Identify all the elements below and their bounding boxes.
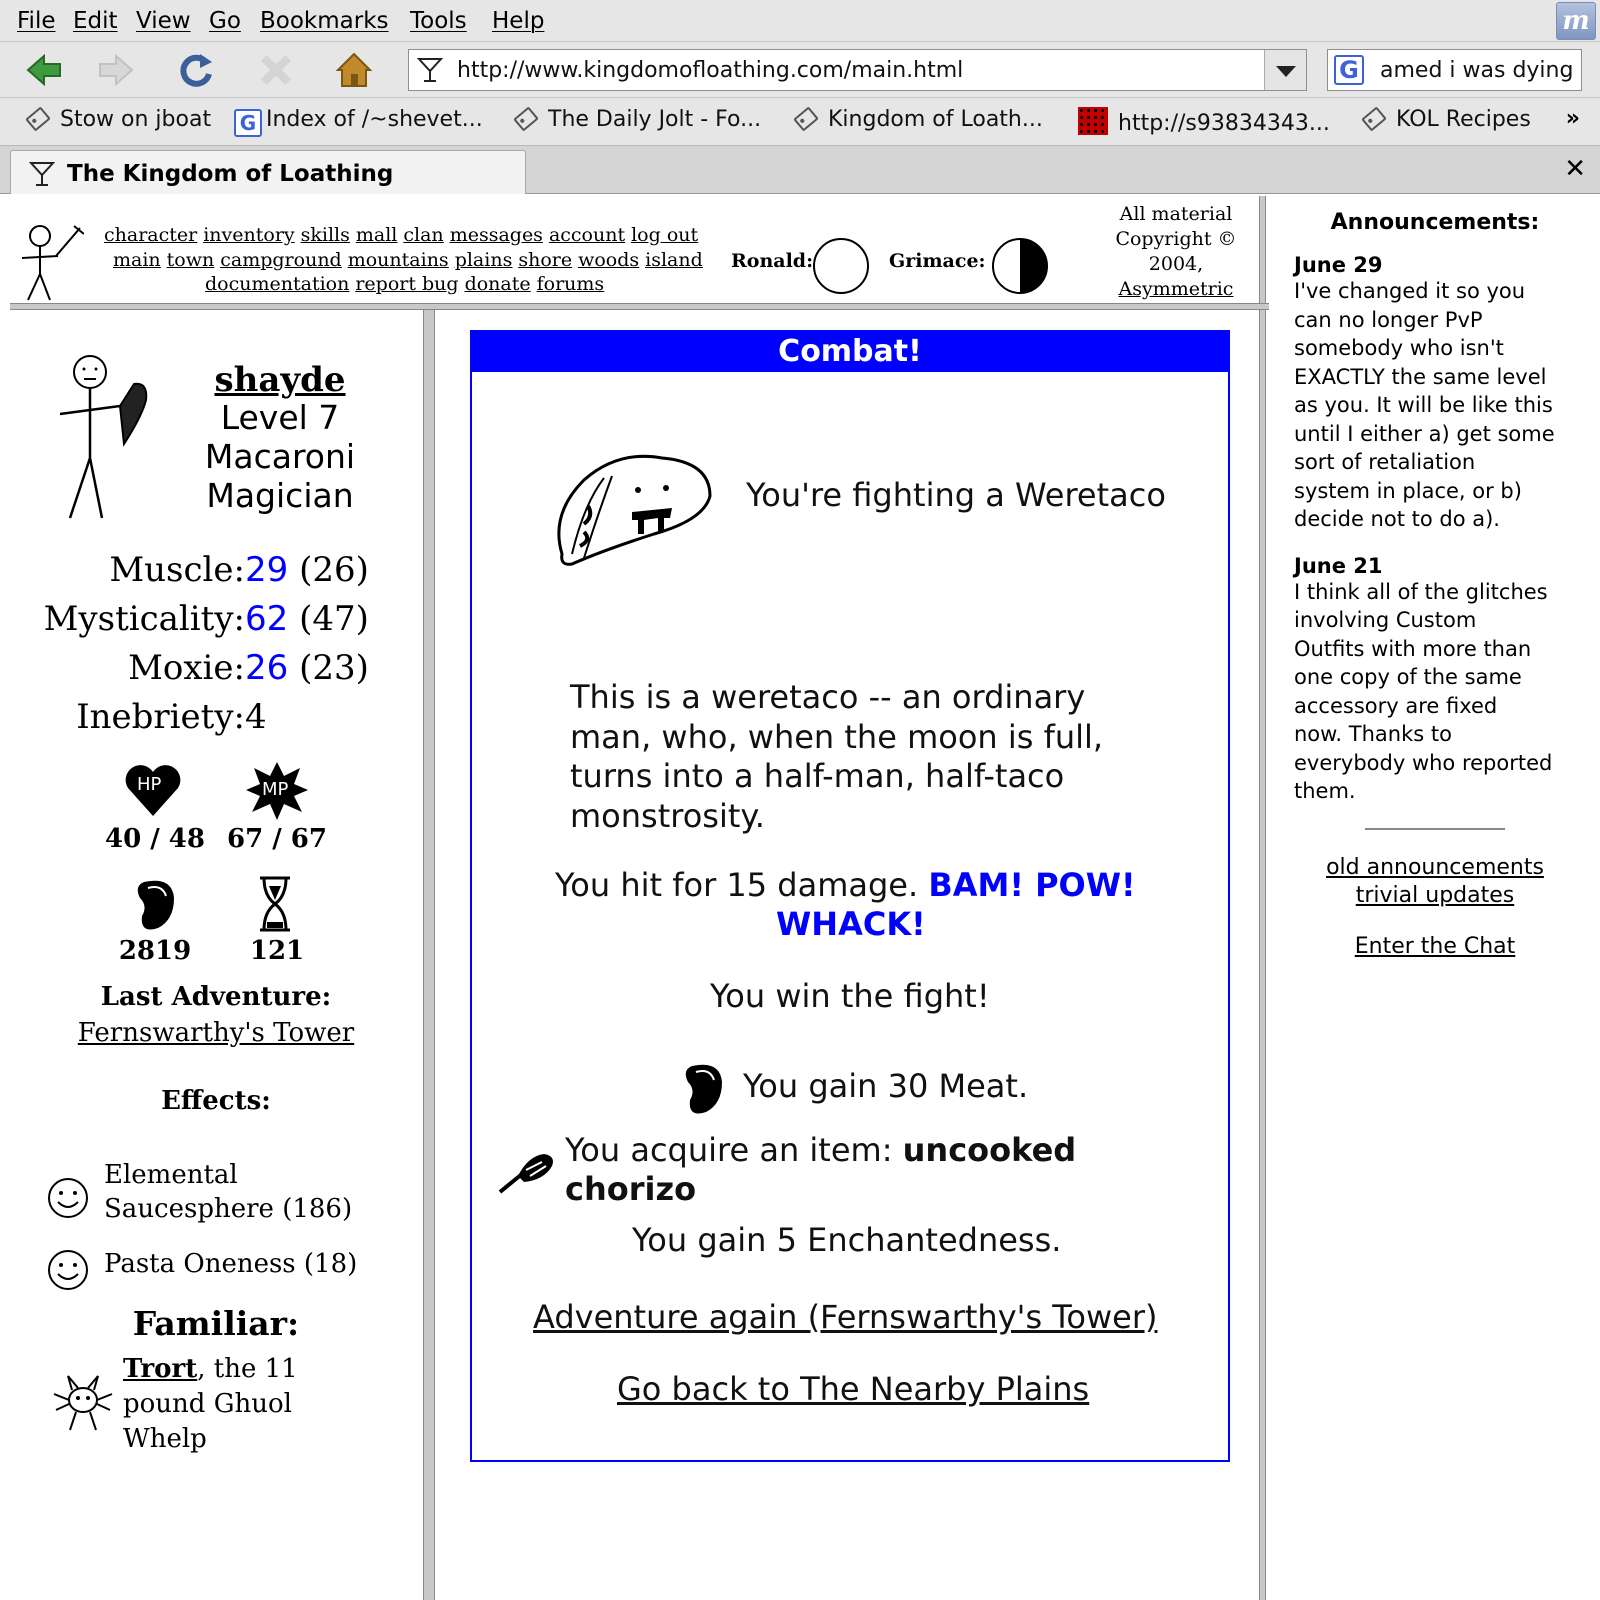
sound-effect-text: WHACK!	[776, 905, 926, 943]
bookmark-item[interactable]	[516, 107, 761, 132]
character-avatar	[58, 354, 150, 520]
copyright-line: 2004,	[1148, 253, 1204, 275]
meat-icon	[132, 876, 178, 932]
meat-value: 2819	[118, 936, 192, 966]
weretaco-monster-image	[554, 454, 716, 566]
bookmark-label: Stow on jboat	[60, 107, 212, 132]
enter-chat-link[interactable]: Enter the Chat	[1354, 933, 1516, 959]
bookmark-item[interactable]	[796, 107, 1043, 132]
url-field[interactable]	[408, 49, 1307, 91]
announcement-line: decide not to do a).	[1294, 507, 1500, 531]
top-nav-row1	[104, 224, 704, 246]
menu-go[interactable]: Go	[209, 8, 241, 34]
bookmark-icon	[1361, 106, 1387, 131]
frame-divider[interactable]	[423, 310, 435, 1600]
description-line: monstrosity.	[570, 796, 765, 835]
copyright-line: Copyright ©	[1115, 228, 1237, 250]
announcement-line: everybody who reported	[1294, 750, 1553, 775]
top-nav-row2	[113, 249, 709, 271]
stop-icon[interactable]	[256, 50, 296, 90]
menu-help[interactable]: Help	[492, 8, 545, 34]
effects-label: Effects:	[161, 1086, 271, 1116]
announcement-line: can no longer PvP	[1294, 307, 1483, 332]
bookmarks-toolbar	[0, 98, 1600, 146]
ghuol-whelp-familiar-icon	[52, 1372, 114, 1432]
stat-value: 62	[245, 599, 289, 639]
nav-link-main[interactable]: main	[113, 249, 161, 271]
back-arrow-icon[interactable]	[24, 50, 64, 90]
monster-description	[570, 678, 1103, 836]
nav-link-island[interactable]: island	[645, 249, 703, 271]
tab-bar	[0, 146, 1600, 194]
acquire-item-text	[565, 1131, 1076, 1209]
announcement-line: system in place, or b)	[1294, 478, 1522, 503]
effect-name: Saucesphere (186)	[104, 1194, 353, 1224]
announcement-line: I've changed it so you	[1294, 279, 1526, 303]
sound-effect-text: BAM! POW!	[928, 866, 1136, 904]
last-adventure-label: Last Adventure:	[100, 982, 332, 1012]
search-text[interactable]: amed i was dying	[1380, 58, 1574, 83]
browser-logo-icon: m	[1556, 2, 1596, 40]
nav-link-skills[interactable]: skills	[300, 224, 350, 246]
copyright-notice	[1096, 202, 1256, 302]
reload-icon[interactable]	[176, 50, 216, 90]
mp-icon-label: MP	[262, 779, 289, 800]
bookmark-label: KOL Recipes	[1396, 107, 1531, 132]
enchantedness-text: You gain 5 Enchantedness.	[632, 1221, 1062, 1259]
more-bookmarks-chevron-icon[interactable]: »	[1565, 106, 1580, 131]
familiar-description	[123, 1352, 298, 1457]
announcement-line: EXACTLY the same level	[1294, 364, 1547, 389]
announcement-date: June 29	[1294, 253, 1383, 277]
stat-muscle-value	[245, 550, 369, 590]
copyright-line: All material	[1119, 203, 1233, 225]
nav-link-log-out[interactable]: log out	[631, 224, 699, 246]
hp-icon	[124, 762, 182, 818]
stat-value: 26	[245, 648, 289, 688]
familiar-name-link[interactable]: Trort	[123, 1354, 198, 1384]
announcement-line: them.	[1294, 779, 1356, 803]
familiar-desc-text: pound Ghuol	[123, 1389, 292, 1419]
menu-file[interactable]: File	[17, 8, 56, 34]
description-line: man, who, when the moon is full,	[570, 717, 1104, 756]
announcement-date: June 21	[1294, 553, 1383, 578]
bookmark-label: Kingdom of Loath...	[828, 107, 1043, 132]
character-class-line: Macaroni	[204, 437, 356, 476]
description-line: turns into a half-man, half-taco	[570, 757, 1065, 795]
nav-link-mountains[interactable]: mountains	[347, 249, 449, 271]
hp-value: 40 / 48	[105, 824, 205, 854]
nav-link-clan[interactable]: clan	[403, 224, 444, 246]
stat-base: (23)	[299, 648, 369, 688]
menu-bar	[0, 0, 1600, 42]
character-class-line: Magician	[206, 476, 354, 515]
announcement-line: sort of retaliation	[1294, 450, 1476, 474]
acquire-label: You acquire an item:	[565, 1131, 893, 1169]
win-text: You win the fight!	[710, 977, 990, 1015]
announcement-line: accessory are fixed	[1294, 693, 1498, 718]
last-adventure-link[interactable]: Fernswarthy's Tower	[77, 1018, 355, 1048]
hourglass-icon	[258, 876, 292, 932]
hp-icon-label: HP	[137, 774, 162, 795]
forward-arrow-icon[interactable]	[96, 50, 136, 90]
stat-mysticality-label: Mysticality:	[43, 599, 245, 639]
stat-inebriety-label: Inebriety:	[76, 697, 245, 737]
bookmark-item[interactable]	[28, 107, 211, 132]
stat-mysticality-value	[245, 599, 369, 639]
combat-header: Combat!	[472, 332, 1228, 372]
adventure-again-link[interactable]: Adventure again (Fernswarthy's Tower)	[533, 1298, 1158, 1336]
menu-bookmarks[interactable]: Bookmarks	[260, 8, 389, 34]
nav-link-campground[interactable]: campground	[220, 249, 342, 271]
site-favicon-icon	[29, 160, 55, 188]
nav-link-report-bug[interactable]: report bug	[355, 273, 459, 295]
character-level: Level 7	[220, 398, 340, 437]
announcement-line: one copy of the same	[1294, 665, 1522, 689]
stat-base: (47)	[299, 599, 369, 639]
chorizo-item-icon[interactable]	[498, 1150, 556, 1194]
nav-link-inventory[interactable]: inventory	[203, 224, 295, 246]
trivial-updates-link[interactable]: trivial updates	[1355, 883, 1515, 908]
announcement-line: as you. It will be like this	[1294, 393, 1553, 417]
familiar-label: Familiar:	[132, 1304, 300, 1343]
announcement-line: somebody who isn't	[1294, 336, 1504, 360]
grimace-moon-icon	[992, 237, 1048, 295]
bookmark-item[interactable]	[234, 107, 483, 137]
bookmark-label: Index of /~shevet...	[266, 107, 483, 132]
announcement-line: until I either a) get some	[1294, 421, 1555, 446]
item-name: uncooked	[902, 1131, 1077, 1169]
announcement-line: now. Thanks to	[1294, 722, 1452, 746]
stat-value: 29	[245, 550, 289, 590]
bookmark-item[interactable]	[1364, 107, 1531, 132]
nav-link-mall[interactable]: mall	[355, 224, 398, 246]
close-tab-icon[interactable]: ✕	[1564, 154, 1586, 184]
mp-icon	[246, 760, 308, 820]
home-icon[interactable]	[334, 50, 374, 90]
bookmark-icon	[513, 106, 539, 131]
nav-link-shore[interactable]: shore	[518, 249, 573, 271]
bookmark-icon	[25, 106, 51, 131]
character-name-link[interactable]: shayde	[214, 360, 346, 400]
hit-text	[555, 866, 1136, 904]
effect-item	[104, 1158, 352, 1226]
tab-title: The Kingdom of Loathing	[67, 161, 394, 187]
search-field[interactable]	[1327, 49, 1582, 91]
nav-link-donate[interactable]: donate	[464, 273, 531, 295]
damage-text: You hit for 15 damage.	[555, 866, 919, 904]
announcements-pane	[1276, 210, 1594, 961]
fighting-text: You're fighting a Weretaco	[746, 476, 1166, 514]
tab-kingdom-of-loathing[interactable]	[10, 150, 526, 194]
smiley-effect-icon[interactable]	[46, 1248, 90, 1292]
announcements-title: Announcements:	[1330, 210, 1540, 235]
description-line: This is a weretaco -- an ordinary	[570, 678, 1086, 716]
top-nav-row3	[205, 273, 610, 295]
nav-link-messages[interactable]: messages	[449, 224, 543, 246]
announcement-body	[1294, 277, 1594, 534]
asymmetric-link[interactable]: Asymmetric	[1118, 278, 1234, 300]
stat-inebriety-value: 4	[245, 697, 267, 737]
ronald-moon-icon	[812, 237, 870, 295]
announcement-line: I think all of the glitches	[1294, 579, 1548, 604]
item-name: chorizo	[565, 1170, 697, 1208]
menu-tools[interactable]: Tools	[410, 8, 467, 34]
meat-gain-text: You gain 30 Meat.	[743, 1067, 1029, 1105]
effect-item: Pasta Oneness (18)	[104, 1249, 358, 1279]
nav-link-woods[interactable]: woods	[578, 249, 640, 271]
bookmark-item[interactable]	[1078, 107, 1330, 136]
grimace-label: Grimace:	[889, 250, 986, 272]
url-dropdown-button[interactable]	[1264, 50, 1306, 90]
bookmark-label: http://s93834343...	[1118, 111, 1330, 136]
familiar-desc-text: Whelp	[123, 1424, 207, 1454]
ronald-label: Ronald:	[731, 250, 814, 272]
nav-link-character[interactable]: character	[104, 224, 198, 246]
announcement-line: Outfits with more than	[1294, 636, 1532, 661]
announcement-body	[1294, 578, 1594, 806]
meat-icon	[680, 1060, 726, 1116]
frame-divider[interactable]	[1259, 196, 1266, 1600]
mp-value: 67 / 67	[227, 824, 327, 854]
stat-moxie-value	[245, 648, 369, 688]
google-icon: G	[234, 109, 262, 137]
menu-view[interactable]: View	[136, 8, 191, 34]
old-announcements-link[interactable]: old announcements	[1326, 854, 1544, 880]
bookmark-label: The Daily Jolt - Fo...	[548, 107, 762, 132]
announcements-divider	[1365, 828, 1505, 830]
stick-figure-sword-icon	[18, 222, 84, 302]
go-back-link[interactable]: Go back to The Nearby Plains	[617, 1370, 1090, 1408]
stat-base: (26)	[299, 550, 369, 590]
site-favicon-icon	[417, 56, 443, 84]
nav-link-documentation[interactable]: documentation	[205, 273, 350, 295]
nav-link-account[interactable]: account	[548, 224, 626, 246]
red-grid-icon	[1078, 107, 1108, 135]
nav-link-town[interactable]: town	[166, 249, 215, 271]
announcement-line: involving Custom	[1294, 608, 1477, 632]
url-text[interactable]: http://www.kingdomofloathing.com/main.html	[457, 58, 964, 83]
nav-link-plains[interactable]: plains	[454, 249, 513, 271]
menu-edit[interactable]: Edit	[73, 8, 118, 34]
familiar-desc-text: , the 11	[197, 1354, 298, 1384]
smiley-effect-icon[interactable]	[46, 1176, 90, 1220]
adventures-value: 121	[249, 936, 305, 966]
effect-name: Elemental	[104, 1160, 238, 1190]
bookmark-icon	[793, 106, 819, 131]
frame-divider[interactable]	[10, 303, 1269, 310]
google-search-icon[interactable]: G	[1334, 55, 1364, 85]
stat-muscle-label: Muscle:	[109, 550, 245, 590]
stat-moxie-label: Moxie:	[128, 648, 245, 688]
nav-link-forums[interactable]: forums	[536, 273, 605, 295]
